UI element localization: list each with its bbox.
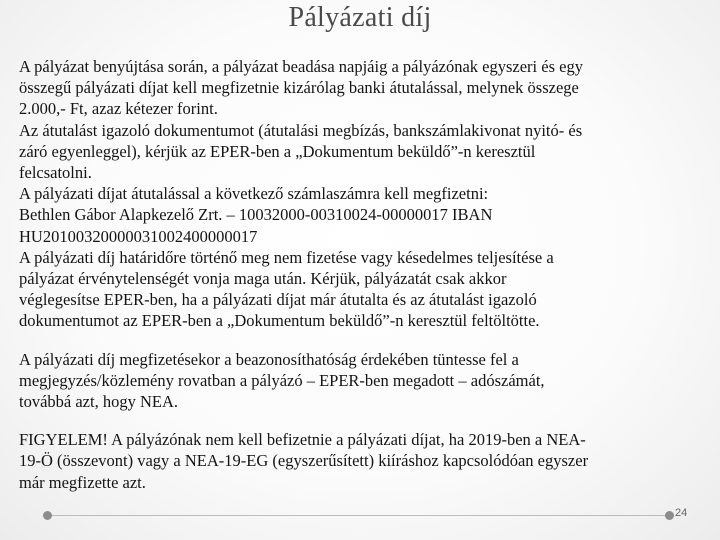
paragraph-payment-note	[19, 349, 705, 413]
text-line: pályázat érvénytelenségét vonja maga után. Kérjük, pályázatát csak akkor	[19, 269, 507, 289]
text-line: véglegesítse EPER-ben, ha a pályázati díjat már átutalta és az átutalást igazoló	[19, 290, 537, 310]
text-line: felcsatolni.	[19, 163, 92, 183]
paragraph-spacer	[19, 332, 705, 349]
text-line: dokumentumot az EPER-ben a „Dokumentum beküldő”-n keresztül feltöltötte.	[19, 311, 540, 331]
text-line: A pályázat benyújtása során, a pályázat beadása napjáig a pályázónak egyszeri és egy	[19, 57, 583, 76]
text-line: záró egyenleggel), kérjük az EPER-ben a „Dokumentum beküldő”-n keresztül	[19, 141, 536, 161]
text-line: Bethlen Gábor Alapkezelő Zrt. – 10032000-00310024-00000017 IBAN	[19, 205, 493, 225]
text-line: összegű pályázati díjat kell megfizetnie kizárólag banki átutalással, melynek összege	[19, 78, 579, 98]
page-number: 24	[675, 507, 688, 519]
text-line: A pályázati díjat átutalással a következő számlaszámra kell megfizetni:	[19, 184, 489, 204]
slide-title: Pályázati díj	[288, 2, 432, 33]
text-line: 2.000,- Ft, azaz kétezer forint.	[19, 99, 218, 119]
text-line: HU20100320000031002400000017	[19, 226, 258, 246]
slide-body	[19, 56, 705, 493]
text-line: A pályázati díj megfizetésekor a beazonosíthatóság érdekében tüntesse fel a	[19, 349, 519, 369]
text-line: továbbá azt, hogy NEA.	[19, 392, 178, 412]
footer-dot-right-icon	[665, 511, 674, 520]
footer-dot-left-icon	[43, 511, 52, 520]
paragraph-fee-info	[19, 56, 705, 332]
text-line: Az átutalást igazoló dokumentumot (átutalási megbízás, bankszámlakivonat nyitó- és	[19, 120, 583, 140]
footer-divider	[46, 515, 670, 516]
paragraph-warning	[19, 429, 705, 493]
text-line: FIGYELEM! A pályázónak nem kell befizetnie a pályázati díjat, ha 2019-ben a NEA-	[19, 430, 586, 450]
text-line: A pályázati díj határidőre történő meg nem fizetése vagy késedelmes teljesítése a	[19, 247, 554, 267]
text-line: már megfizette azt.	[19, 472, 146, 492]
text-line: 19-Ö (összevont) vagy a NEA-19-EG (egyszerűsített) kiíráshoz kapcsolódóan egyszer	[19, 451, 589, 471]
paragraph-spacer	[19, 412, 705, 429]
text-line: megjegyzés/közlemény rovatban a pályázó – EPER-ben megadott – adószámát,	[19, 370, 545, 390]
